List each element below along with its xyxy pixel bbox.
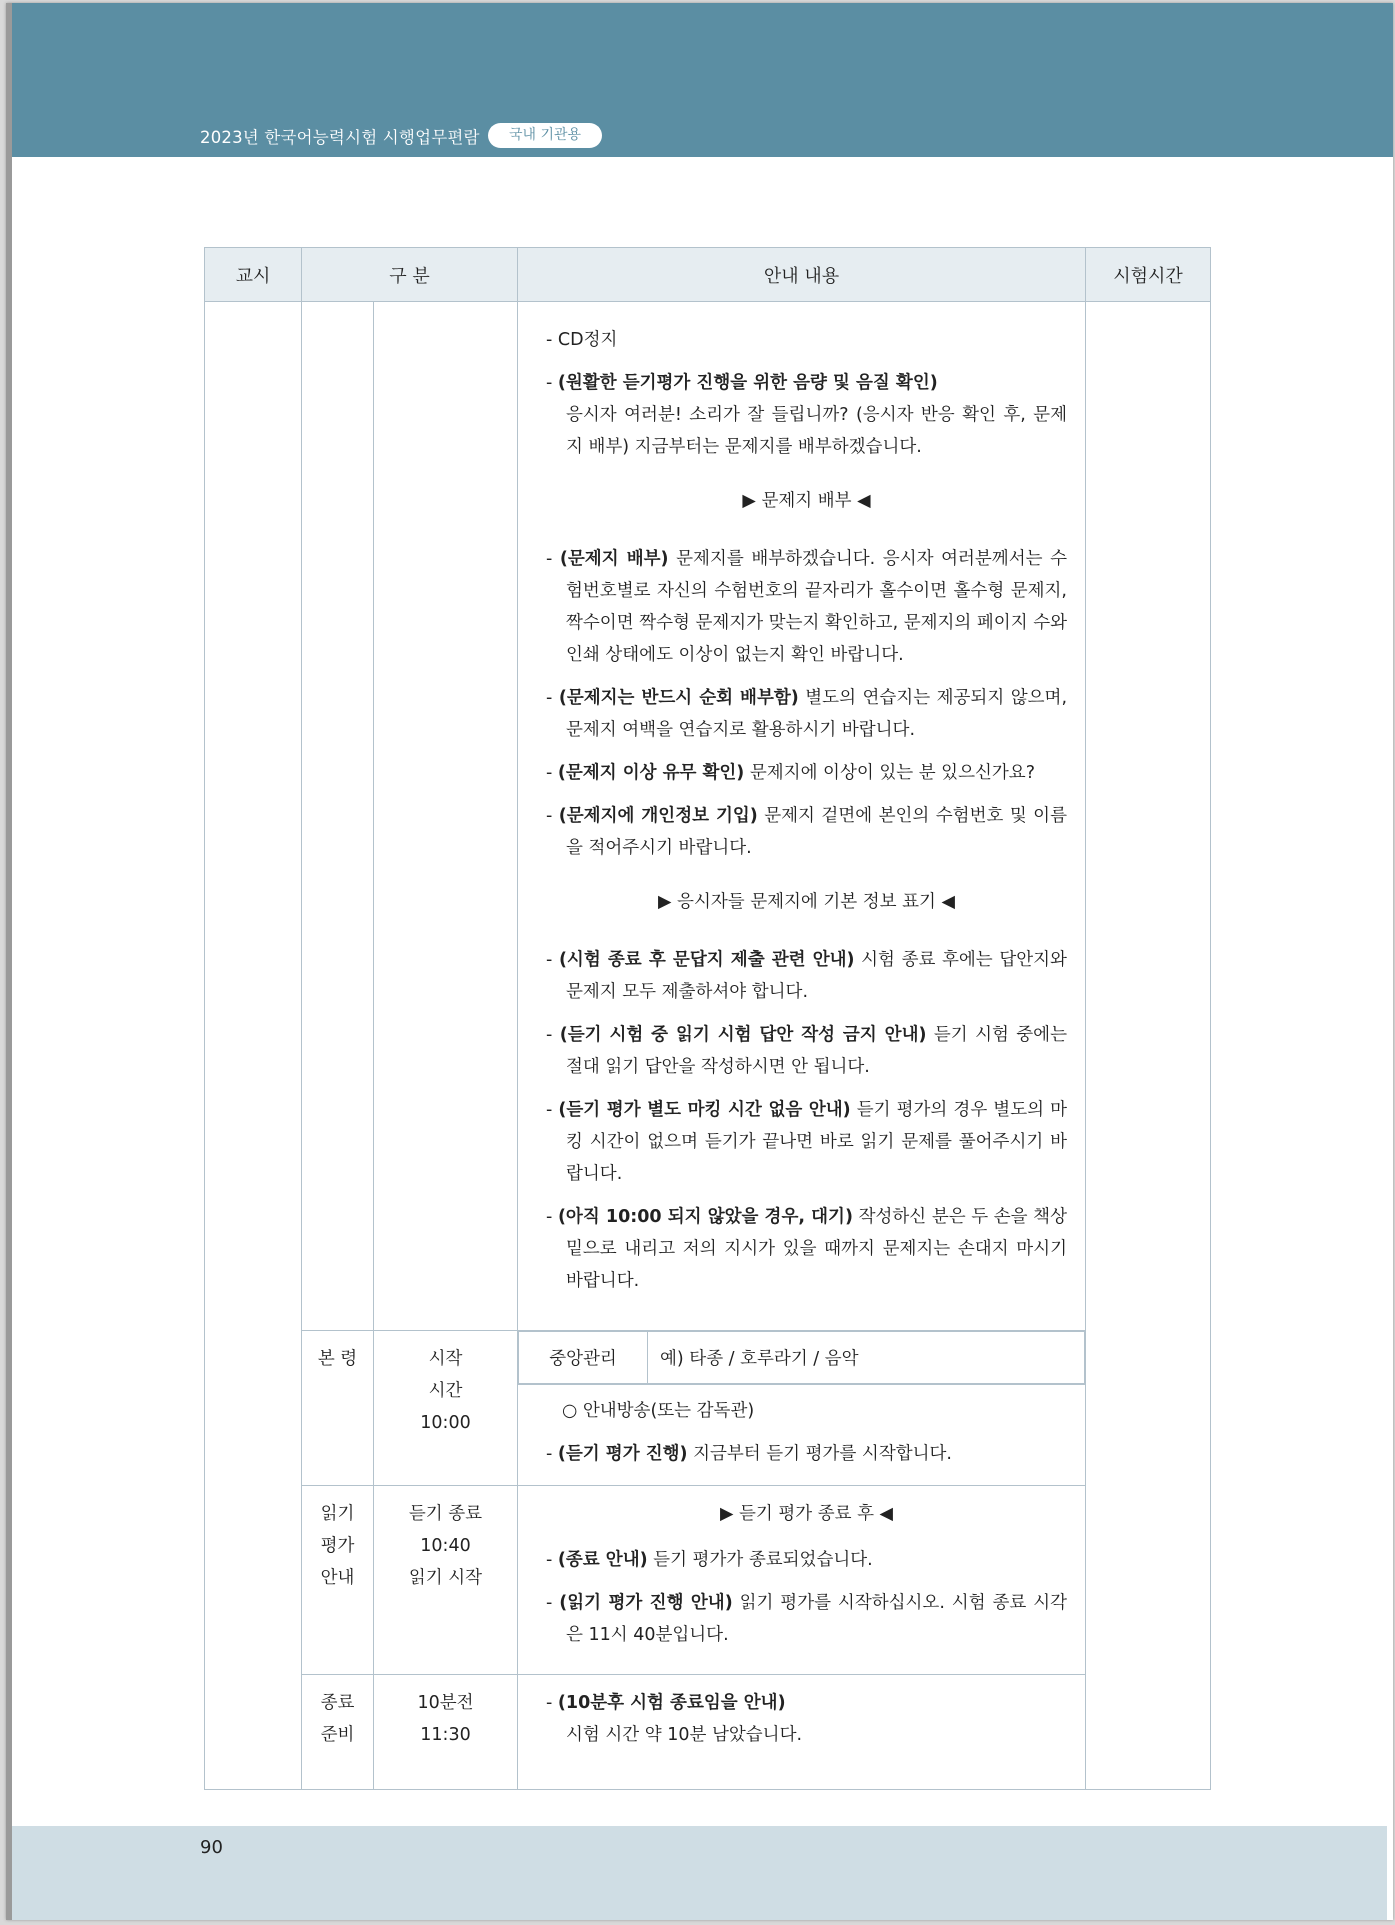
table-row bbox=[205, 1486, 1211, 1675]
list-item: - (문제지에 개인정보 기입) 문제지 겉면에 본인의 수험번호 및 이름을 적어주시기 바랍니다. bbox=[546, 806, 1067, 858]
list-item: - (듣기 시험 중 읽기 시험 답안 작성 금지 안내) 듣기 시험 중에는 절대 읽기 답안을 작성하시면 안 됩니다. bbox=[546, 1025, 1067, 1077]
category-main-exam: 본 령 bbox=[302, 1331, 374, 1486]
header-bar bbox=[12, 3, 1393, 157]
reading-start-label: 읽기 시작 bbox=[408, 1568, 483, 1588]
listening-end-label: 듣기 종료 bbox=[408, 1504, 483, 1524]
reading-label: 읽기 bbox=[320, 1504, 355, 1524]
list-item: - (시험 종료 후 문답지 제출 관련 안내) 시험 종료 후에는 답안지와 문제지 모두 제출하셔야 합니다. bbox=[546, 950, 1067, 1002]
category-reading-guide bbox=[302, 1486, 374, 1675]
central-management-label: 중앙관리 bbox=[519, 1332, 648, 1384]
table-row bbox=[205, 1331, 1211, 1385]
evaluation-label: 평가 bbox=[320, 1536, 355, 1556]
header-time: 시험시간 bbox=[1086, 248, 1211, 302]
time-cell bbox=[1086, 302, 1211, 1790]
notice-line: ▶ 응시자들 문제지에 기본 정보 표기 ◀ bbox=[658, 892, 955, 912]
category-end-prep bbox=[302, 1675, 374, 1790]
table-header-row bbox=[205, 248, 1211, 302]
guide-label: 안내 bbox=[320, 1568, 355, 1588]
prep-label: 준비 bbox=[320, 1725, 355, 1745]
ten-minutes-before-label: 10분전 bbox=[417, 1693, 474, 1713]
list-item: - (읽기 평가 진행 안내) 읽기 평가를 시작하십시오. 시험 종료 시각은 11시 40분입니다. bbox=[546, 1593, 1068, 1645]
list-item: - (아직 10:00 되지 않았을 경우, 대기) 작성하신 분은 두 손을 책상 밑으로 내리고 저의 지시가 있을 때까지 문제지는 손대지 마시기 바랍니다. bbox=[546, 1207, 1067, 1291]
header-content: 안내 내용 bbox=[518, 248, 1086, 302]
list-item: - (10분후 시험 종료임을 안내) 시험 시간 약 10분 남았습니다. bbox=[546, 1693, 803, 1745]
notice-line: ▶ 듣기 평가 종료 후 ◀ bbox=[719, 1504, 894, 1524]
announcement-line: ○ 안내방송(또는 감독관) bbox=[562, 1401, 755, 1421]
content-cell bbox=[518, 1385, 1086, 1486]
guide-table bbox=[204, 247, 1211, 1790]
list-item: - (듣기 평가 별도 마킹 시간 없음 안내) 듣기 평가의 경우 별도의 마킹 시간이 없으며 듣기가 끝나면 바로 읽기 문제를 풀어주시기 바랍니다. bbox=[546, 1100, 1067, 1184]
table-row bbox=[205, 1675, 1211, 1790]
header-badge: 국내 기관용 bbox=[488, 123, 602, 148]
subcategory-cell bbox=[374, 302, 518, 1331]
central-management-cell bbox=[518, 1331, 1086, 1385]
list-item: - (문제지 이상 유무 확인) 문제지에 이상이 있는 분 있으신가요? bbox=[546, 763, 1035, 783]
listening-end-time: 10:40 bbox=[420, 1536, 471, 1556]
central-management-value: 예) 타종 / 호루라기 / 음악 bbox=[648, 1332, 1085, 1384]
list-item: - (듣기 평가 진행) 지금부터 듣기 평가를 시작합니다. bbox=[546, 1444, 952, 1464]
category-cell bbox=[302, 302, 374, 1331]
notice-line: ▶ 문제지 배부 ◀ bbox=[742, 491, 871, 511]
end-label: 종료 bbox=[320, 1693, 355, 1713]
header-category: 구 분 bbox=[302, 248, 518, 302]
list-item: - (문제지 배부) 문제지를 배부하겠습니다. 응시자 여러분께서는 수험번호별로 자신의 수험번호의 끝자리가 홀수이면 홀수형 문제지, 짝수이면 짝수형 문제지가 맞는지 확인하고, 문제지의 페이지 수와 인쇄 상태에도 이상이 없는지 확인 바랍니다. bbox=[546, 549, 1067, 665]
ten-minutes-before-time: 11:30 bbox=[420, 1725, 471, 1745]
content-cell bbox=[518, 1675, 1086, 1790]
subcategory-start-time bbox=[374, 1331, 518, 1486]
period-cell bbox=[205, 302, 302, 1790]
header-title: 2023년 한국어능력시험 시행업무편람 bbox=[200, 128, 480, 147]
subcategory-ten-minutes bbox=[374, 1675, 518, 1790]
content-cell bbox=[518, 1486, 1086, 1675]
list-item: - CD정지 bbox=[546, 330, 618, 350]
list-item: - (원활한 듣기평가 진행을 위한 음량 및 음질 확인) 응시자 여러분! 소리가 잘 들립니까? (응시자 반응 확인 후, 문제지 배부) 지금부터는 문제지를 배부하겠습니다. bbox=[546, 373, 1067, 457]
time-label: 시간 bbox=[428, 1381, 463, 1401]
list-item: - (문제지는 반드시 순회 배부함) 별도의 연습지는 제공되지 않으며, 문제지 여백을 연습지로 활용하시기 바랍니다. bbox=[546, 688, 1068, 740]
table-row bbox=[205, 302, 1211, 1331]
header-period: 교시 bbox=[205, 248, 302, 302]
page-number: 90 bbox=[200, 1837, 223, 1858]
start-time-value: 10:00 bbox=[420, 1413, 471, 1433]
list-item: - (종료 안내) 듣기 평가가 종료되었습니다. bbox=[546, 1550, 873, 1570]
subcategory-listening-end bbox=[374, 1486, 518, 1675]
content-cell bbox=[518, 302, 1086, 1331]
start-label: 시작 bbox=[428, 1349, 463, 1369]
